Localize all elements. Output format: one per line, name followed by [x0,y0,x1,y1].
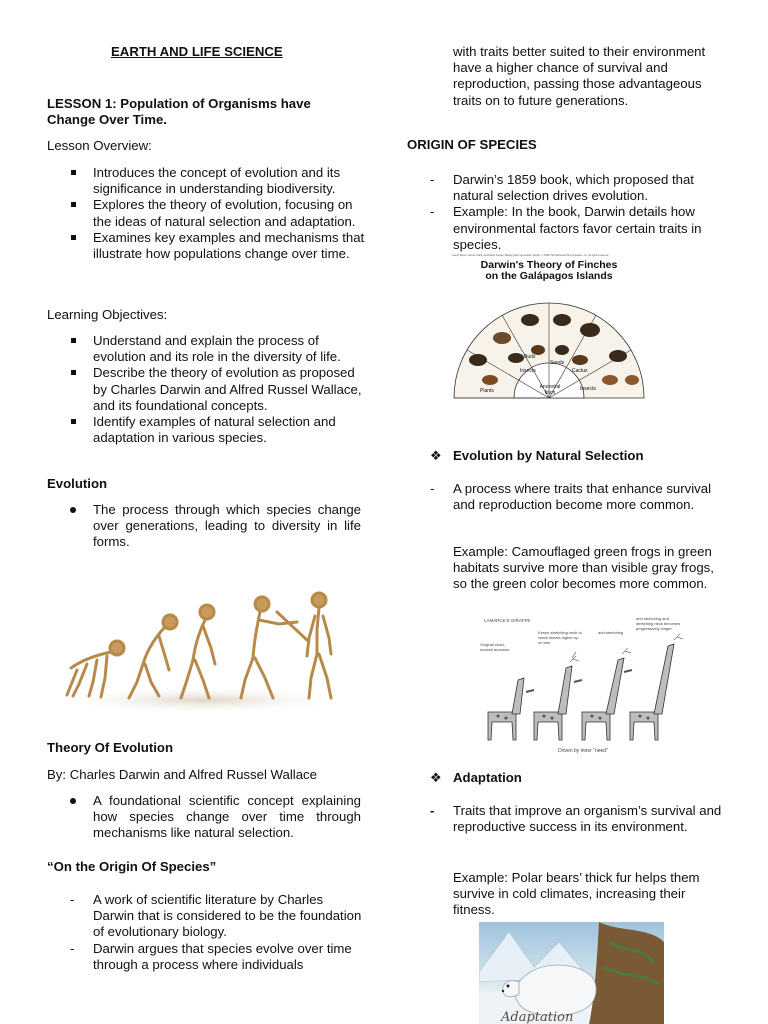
list-item: - Darwin’s 1859 book, which proposed that natural selection drives evolution. [430,172,694,204]
diamond-bullet-icon: ❖ [430,448,442,463]
overview-label: Lesson Overview: [47,138,152,153]
origin-species-list [430,172,725,253]
list-item: - Traits that improve an organism’s survival and reproductive success in its environment. [430,803,722,835]
dash-bullet-icon: - [430,172,435,187]
dash-bullet-icon: - [430,204,435,220]
polar-bear-image [479,922,664,1024]
overview-list [93,165,365,262]
human-evolution-image [47,560,359,725]
dash-bullet-icon: - [430,481,435,496]
wedge-label: Insects [580,386,596,392]
list-item: Explores the theory of evolution, focusing on the ideas of natural selection and adaptation. [93,197,365,229]
list-item: Examines key examples and mechanisms that illustrate how populations change over time. [93,230,365,262]
list-item: - Example: In the book, Darwin details how environmental factors favor certain traits in species. [430,204,702,252]
wedge-label: Buds [524,354,536,360]
figure-credit: Gandy Boxer, Garner Clark, and Darrel Jordan, Biology Next Generation Library. © 1998 The McGraw-Hill Companies, Inc. All rights reserved. [452,254,609,257]
list-item: Identify examples of natural selection and adaptation in various species. [93,414,365,446]
natural-selection-list [430,481,725,513]
adaptation-image-text: Adaptation [501,1010,574,1024]
list-item: - A work of scientific literature by Charles Darwin that is considered to be the foundation of evolutionary biology. [70,892,362,940]
objectives-list [93,333,365,446]
list-item: The process through which species change over generations, leading to diversity in life forms. [93,502,361,551]
dash-bullet-icon: - [70,940,75,956]
square-bullet-icon [71,202,76,207]
lamarck-giraffe-figure [478,612,688,758]
giraffe-label: and stretching and stretching neck becomes progressively longer [636,616,681,631]
adaptation-list [430,803,725,835]
wedge-label: Ancestral finch [539,384,561,396]
origin-book-list [70,892,365,973]
giraffe-caption: Driven by inner "need" [558,748,608,754]
lesson-heading: LESSON 1: Population of Organisms have Change Over Time. [47,96,311,128]
list-item: - Darwin argues that species evolve over time through a process where individuals [70,940,352,972]
origin-book-continuation: with traits better suited to their environment have a higher chance of survival and reproduction, passing those advantageous traits on to future generations. [453,44,706,108]
round-bullet-icon [70,798,76,804]
square-bullet-icon [71,235,76,240]
darwin-finches-figure [450,254,648,400]
adaptation-heading: Adaptation [453,770,522,785]
theory-heading: Theory Of Evolution [47,740,174,755]
figure-title-1: Darwin's Theory of Finches [480,259,618,271]
wedge-label: Insects [520,368,536,374]
wedge-label: Plants [480,388,494,394]
list-item: A foundational scientific concept explaining how species change over time through mechanisms like natural selection. [93,793,361,842]
square-bullet-icon [71,170,76,175]
square-bullet-icon [71,419,76,424]
list-item: Describe the theory of evolution as proposed by Charles Darwin and Alfred Russel Wallace, and its foundational concepts. [93,365,365,414]
figure-title-2: on the Galápagos Islands [485,270,613,282]
objectives-label: Learning Objectives: [47,307,168,322]
square-bullet-icon [71,370,76,375]
giraffe-label: Keeps stretching neck to reach leaves higher up on tree [538,630,582,645]
giraffe-label: LAMARCK'S GIRAFFE [484,618,531,623]
list-item: Understand and explain the process of evolution and its role in the diversity of life. [93,333,365,365]
origin-book-heading: “On the Origin Of Species” [47,859,217,874]
dash-bullet-icon: - [70,892,75,907]
wedge-label: Seeds [550,360,565,366]
document-title: EARTH AND LIFE SCIENCE [111,44,283,59]
list-item: - A process where traits that enhance survival and reproduction become more common. [430,481,712,513]
giraffe-label: and stretching [598,630,624,635]
evolution-list [93,502,361,551]
giraffe-label: Original short-necked ancestor [480,642,510,652]
wedge-label: Cactus [572,368,588,374]
dash-bullet-icon: - [430,803,435,818]
round-bullet-icon [70,507,76,513]
evolution-heading: Evolution [47,476,108,491]
square-bullet-icon [71,338,76,343]
theory-list [93,793,361,842]
list-item: Introduces the concept of evolution and its significance in understanding biodiversity. [93,165,365,197]
diamond-bullet-icon: ❖ [430,770,442,785]
natural-selection-example: Example: Camouflaged green frogs in green habitats survive more than visible gray frogs, so the green color becomes more common. [453,544,714,592]
origin-species-heading: ORIGIN OF SPECIES [407,137,537,152]
natural-selection-heading: Evolution by Natural Selection [453,448,644,463]
adaptation-example: Example: Polar bears’ thick fur helps them survive in cold climates, increasing their fitness. [453,870,700,918]
theory-byline: By: Charles Darwin and Alfred Russel Wallace [47,767,317,782]
